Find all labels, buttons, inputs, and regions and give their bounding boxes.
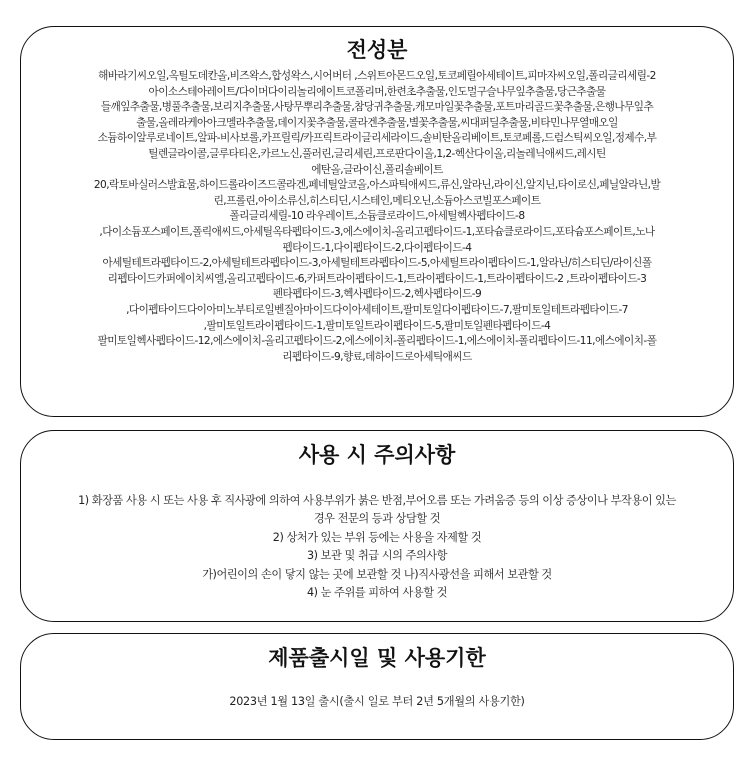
ingredients-list	[29, 69, 725, 365]
ingredients-line: 펩타이드-1,다이펩타이드-2,다이펩타이드-4	[282, 241, 472, 254]
cautions-title: 사용 시 주의사항	[298, 443, 456, 467]
ingredients-line: 리펩타이드-9,향료,데하이드로아세틱애씨드	[282, 350, 472, 363]
ingredients-line: 소듐하이알루로네이트,알파-비사보롤,카프릴릭/카프릭트라이글리세라이드,솔비탄올리베이트,토코페롤,드럼스틱씨오일,정제수,부	[97, 132, 657, 145]
caution-line: 가)어린이의 손이 닿지 않는 곳에 보관할 것 나)직사광선을 피해서 보관할 것	[202, 567, 552, 581]
release-date-title: 제품출시일 및 사용기한	[268, 646, 486, 670]
cautions-card	[20, 430, 734, 622]
ingredients-line: 펜타펩타이드-3,헥사펩타이드-2,헥사펩타이드-9	[272, 288, 482, 301]
caution-line: 2) 상처가 있는 부위 등에는 사용을 자제할 것	[272, 530, 482, 544]
ingredients-line: 아세틸테트라펩타이드-2,아세틸테트라펩타이드-3,아세틸테트라펩타이드-5,아세틸트라이펩타이드-1,알라닌/히스티딘/라이신폴	[102, 257, 652, 270]
ingredients-line: 들깨잎추출물,병풀추출물,보리지추출물,사탕무뿌리추출물,참당귀추출물,캐모마일꽃추출물,포트마리골드꽃추출물,은행나무잎추	[100, 101, 654, 114]
ingredients-line: ,팔미토일트라이펩타이드-1,팔미토일트라이펩타이드-5,팔미토일펜타펩타이드-4	[203, 319, 551, 332]
cautions-list	[31, 492, 723, 602]
caution-line: 3) 보관 및 취급 시의 주의사항	[306, 549, 448, 563]
ingredients-line: 출물,올레라케아아크멜라추출물,데이지꽃추출물,콜라겐추출물,별꽃추출물,씨대퍼딜추출물,비타민나무열매오일	[136, 116, 618, 129]
ingredients-line: 에탄올,글라이신,폴리솔베이트	[311, 163, 443, 176]
ingredients-line: 아이소스테아레이트/다이머다이리놀리에이트코폴리머,한련초추출물,인도멀구슬나무잎추출물,당근추출물	[148, 85, 606, 98]
ingredients-line: ,다이소듐포스페이트,폴릭애씨드,아세틸옥타펩타이드-3,에스에이치-올리고펩타이드-1,포타슘클로라이드,포타슘포스페이트,노나	[99, 225, 655, 238]
ingredients-title: 전성분	[346, 38, 408, 62]
ingredients-line: 리펩타이드카퍼에이치씨엘,올리고펩타이드-6,카퍼트라이펩타이드-1,트라이펩타이드-1,트라이펩타이드-2 ,트라이펩타이드-3	[107, 272, 647, 285]
caution-line: 1) 화장품 사용 시 또는 사용 후 직사광에 의하여 사용부위가 붉은 반점,부어오름 또는 가려움증 등의 이상 증상이나 부작용이 있는	[78, 494, 676, 507]
ingredients-line: 팔미토일헥사펩타이드-12,에스에이치-올리고펩타이드-2,에스에이치-폴리펩타이드-1,에스에이치-폴리펩타이드-11,에스에이치-폴	[97, 335, 657, 348]
ingredients-line: 폴리글리세릴-10 라우레이트,소듐클로라이드,아세틸헥사펩타이드-8	[229, 210, 525, 223]
caution-line: 경우 전문의 등과 상담할 것	[313, 512, 441, 526]
ingredients-line: ,다이펩타이드다이아미노부티로일벤질아마이드다이아세테이트,팔미토일다이펩타이드-7,팔미토일테트라펩타이드-7	[126, 303, 628, 316]
release-date-card	[20, 633, 734, 740]
ingredients-line: 해바라기씨오일,옥틸도데칸올,비즈왁스,합성왁스,시어버터 ,스위트아몬드오일,토코페릴아세테이트,피마자씨오일,폴리글리세릴-2	[98, 70, 656, 82]
ingredients-line: 린,프롤린,아이소류신,히스티딘,시스테인,메티오닌,소듐아스코빌포스페이트	[213, 194, 541, 207]
release-date-text: 2023년 1월 13일 출시(출시 일로 부터 2년 5개월의 사용기한)	[229, 695, 525, 708]
ingredients-card	[20, 26, 734, 417]
caution-line: 4) 눈 주위를 피하여 사용할 것	[306, 586, 448, 600]
ingredients-line: 20,락토바실러스발효물,하이드롤라이즈드콜라겐,페네틸알코올,아스파틱애씨드,류신,알라닌,라이신,알지닌,타이로신,페닐알라닌,발	[93, 179, 661, 192]
ingredients-line: 틸렌글라이콜,글루타티온,카르노신,풀러린,글리세린,프로판다이올,1,2-헥산다이올,리놀레닉애씨드,레시틴	[148, 147, 606, 160]
